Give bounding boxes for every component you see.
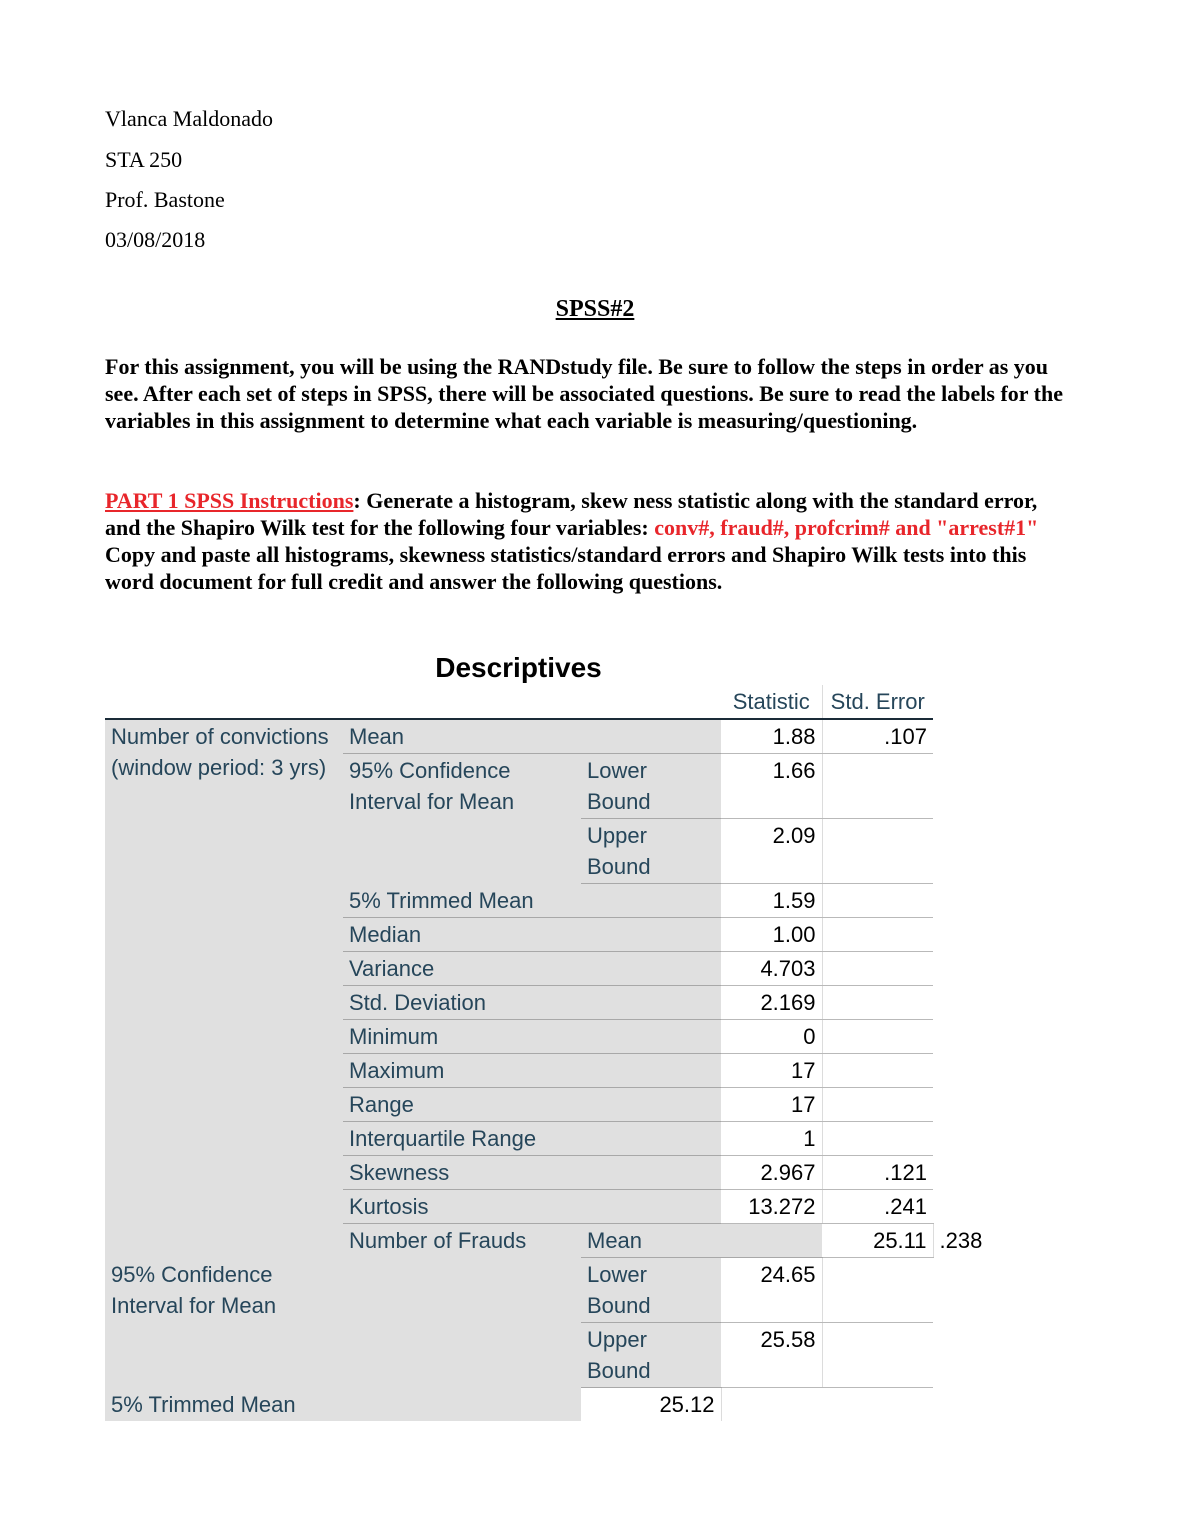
row-label: Mean (343, 719, 721, 754)
part1-text-a: : Generate a histogram, skew ness statistic along with the standard error, and the Shapiro Wilk test for the following four variables: (105, 488, 1038, 540)
row-label: 5% Trimmed Mean (343, 884, 721, 918)
row-label: Range (343, 1088, 721, 1122)
part1-text-b: Copy and paste all histograms, skewness statistics/standard errors and Shapiro Wilk tests into this word document for full credit and answer the following questions. (105, 542, 1027, 594)
author-name: Vlanca Maldonado (105, 106, 273, 131)
statistic-value: 2.967 (721, 1156, 822, 1190)
part1-variables: conv#, fraud#, profcrim# and "arrest#1" (654, 515, 1039, 540)
statistic-value: 24.65 (721, 1258, 822, 1323)
table-row (105, 1388, 933, 1422)
row-label: 95% Confidence Interval for Mean (343, 754, 581, 884)
std-error-value: .241 (822, 1190, 933, 1224)
descriptives-table (105, 685, 983, 1421)
row-label: Interquartile Range (343, 1122, 721, 1156)
statistic-value: 0 (721, 1020, 822, 1054)
std-error-column-header: Std. Error (822, 685, 933, 719)
std-error-value (822, 819, 933, 884)
statistic-value: 1 (721, 1122, 822, 1156)
statistic-value: 13.272 (721, 1190, 822, 1224)
row-sublabel: Upper Bound (581, 1323, 721, 1388)
std-error-value (822, 952, 933, 986)
row-label: Median (343, 918, 721, 952)
descriptives-title: Descriptives (435, 652, 602, 683)
table-row (105, 719, 933, 754)
statistic-value: 17 (721, 1054, 822, 1088)
table-row: Number of Frauds Mean 25.11 .238 (105, 1224, 933, 1258)
std-error-value: .107 (822, 719, 933, 754)
std-error-value (822, 1020, 933, 1054)
course-code: STA 250 (105, 147, 183, 172)
part1-heading: PART 1 SPSS Instructions (105, 488, 354, 513)
statistic-value: 4.703 (721, 952, 822, 986)
row-label: Variance (343, 952, 721, 986)
row-label: 95% Confidence Interval for Mean (105, 1258, 343, 1388)
group-label: Number of Frauds (343, 1224, 581, 1422)
statistic-value: 2.169 (721, 986, 822, 1020)
statistic-value: 1.00 (721, 918, 822, 952)
std-error-value (822, 1258, 933, 1323)
statistic-value: 25.12 (659, 1392, 715, 1417)
std-error-value (822, 986, 933, 1020)
statistic-value: 1.59 (721, 884, 822, 918)
document-title: SPSS#2 (555, 296, 635, 322)
table-header-row (105, 685, 933, 719)
row-label: Mean (581, 1224, 822, 1258)
row-sublabel: Lower Bound (581, 1258, 721, 1323)
std-error-value (822, 754, 933, 819)
std-error-value (822, 1122, 933, 1156)
document-date: 03/08/2018 (105, 227, 206, 252)
statistic-column-header: Statistic (721, 685, 822, 719)
std-error-value (721, 1388, 822, 1422)
statistic-value: 17 (721, 1088, 822, 1122)
row-label: Minimum (343, 1020, 721, 1054)
std-error-value (822, 1088, 933, 1122)
row-label: Kurtosis (343, 1190, 721, 1224)
group-label: Number of convictions (window period: 3 yrs) (105, 719, 343, 1258)
statistic-value: 2.09 (721, 819, 822, 884)
std-error-value (822, 1054, 933, 1088)
row-label: Skewness (343, 1156, 721, 1190)
statistic-value: 25.58 (721, 1323, 822, 1388)
std-error-value (822, 1323, 933, 1388)
row-label: 5% Trimmed Mean (105, 1388, 581, 1422)
row-label: Maximum (343, 1054, 721, 1088)
std-error-value (822, 884, 933, 918)
statistic-value: 1.88 (721, 719, 822, 754)
statistic-value: 1.66 (721, 754, 822, 819)
row-label: Std. Deviation (343, 986, 721, 1020)
std-error-value (822, 918, 933, 952)
std-error-value: .121 (822, 1156, 933, 1190)
part1-paragraph (105, 487, 1070, 595)
professor-name: Prof. Bastone (105, 187, 225, 212)
row-sublabel: Lower Bound (581, 754, 721, 819)
row-sublabel: Upper Bound (581, 819, 721, 884)
statistic-value: 25.11 (822, 1224, 933, 1258)
intro-paragraph: For this assignment, you will be using the RANDstudy file. Be sure to follow the steps in order as you see. After each set of steps in SPSS, there will be associated questions. Be sure to read the labels for the variables in this assignment to determine what each variable is measuring/questioning. (105, 354, 1063, 433)
